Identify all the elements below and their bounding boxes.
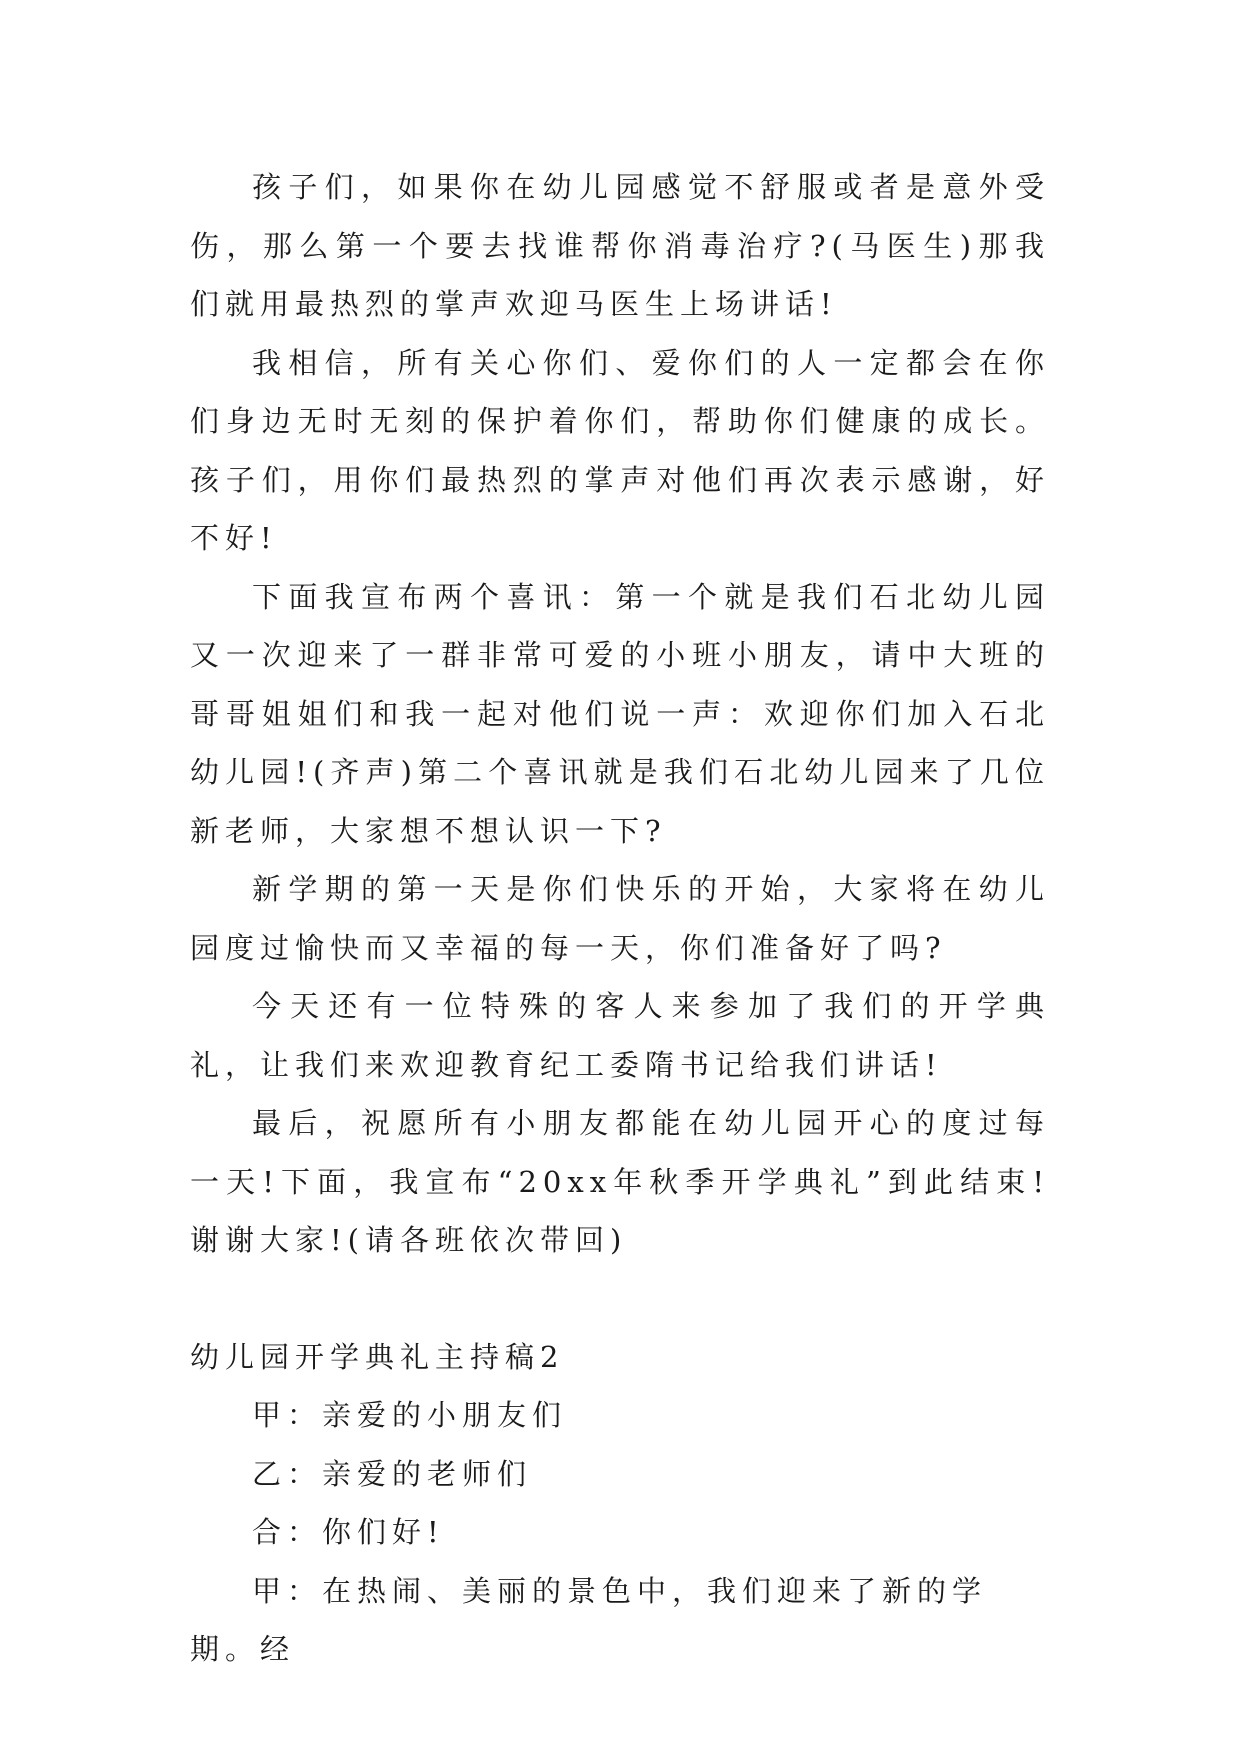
paragraph-6: 最后，祝愿所有小朋友都能在幼儿园开心的度过每一天!下面，我宣布“20xx年秋季开学典礼”到此结束!谢谢大家!(请各班依次带回) bbox=[190, 1106, 1050, 1257]
dialogue-line-4: 甲：在热闹、美丽的景色中，我们迎来了新的学期。经 bbox=[190, 1573, 988, 1666]
document-page bbox=[190, 158, 1050, 1679]
paragraph-1: 孩子们，如果你在幼儿园感觉不舒服或者是意外受伤，那么第一个要去找谁帮你消毒治疗?(马医生)那我们就用最热烈的掌声欢迎马医生上场讲话! bbox=[190, 170, 1050, 321]
dialogue-line-3: 合：你们好! bbox=[252, 1515, 445, 1549]
dialogue-line-2: 乙：亲爱的老师们 bbox=[252, 1456, 533, 1491]
paragraph-2: 我相信，所有关心你们、爱你们的人一定都会在你们身边无时无刻的保护着你们，帮助你们健康的成长。孩子们，用你们最热烈的掌声对他们再次表示感谢，好不好! bbox=[190, 345, 1050, 555]
dialogue-line-1: 甲：亲爱的小朋友们 bbox=[252, 1398, 568, 1432]
paragraph-5: 今天还有一位特殊的客人来参加了我们的开学典礼，让我们来欢迎教育纪工委隋书记给我们讲话! bbox=[190, 989, 1050, 1082]
section-title: 幼儿园开学典礼主持稿2 bbox=[190, 1339, 565, 1374]
paragraph-3: 下面我宣布两个喜讯：第一个就是我们石北幼儿园又一次迎来了一群非常可爱的小班小朋友，请中大班的哥哥姐姐们和我一起对他们说一声：欢迎你们加入石北幼儿园!(齐声)第二个喜讯就是我们石北幼儿园来了几位新老师，大家想不想认识一下? bbox=[190, 579, 1050, 848]
paragraph-4: 新学期的第一天是你们快乐的开始，大家将在幼儿园度过愉快而又幸福的每一天，你们准备好了吗? bbox=[190, 872, 1050, 965]
